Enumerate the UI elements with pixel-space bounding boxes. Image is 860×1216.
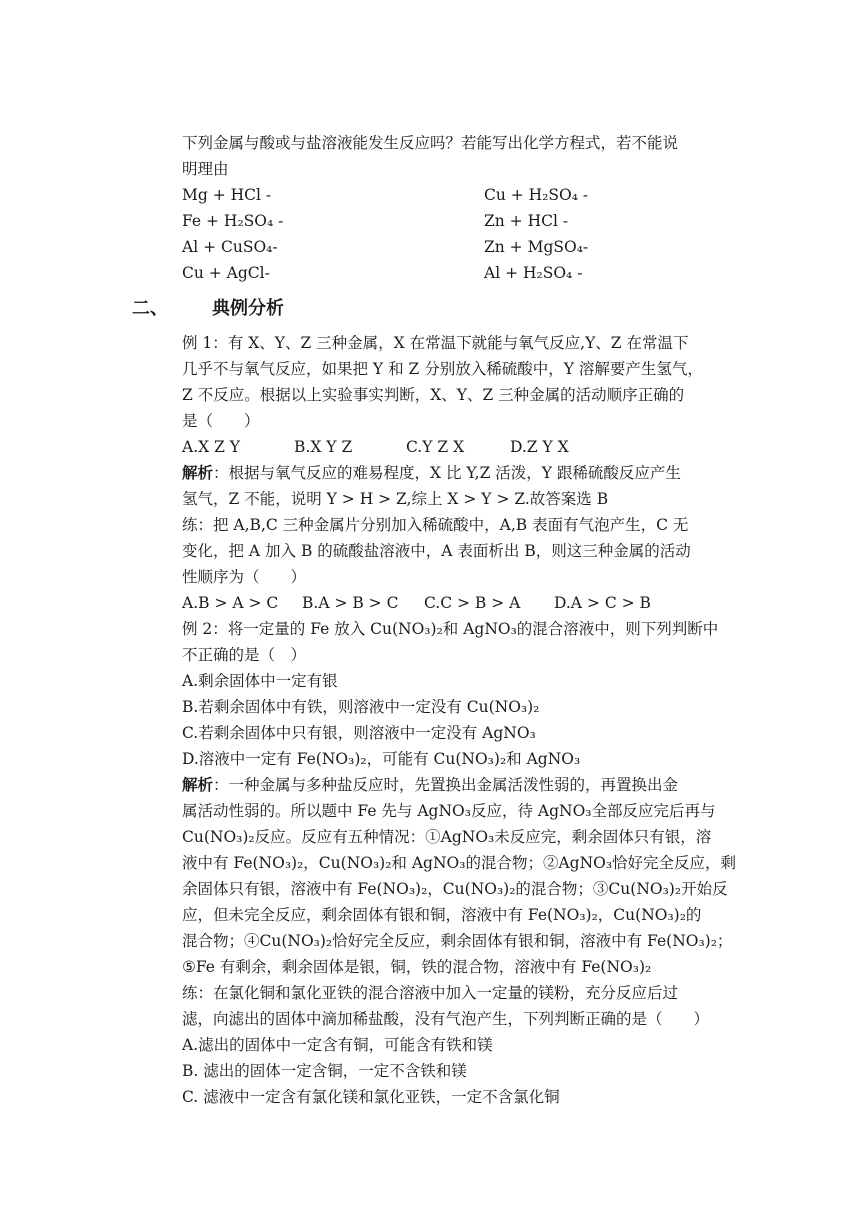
example2-text: 不正确的是（ ） [182,646,307,664]
example2-analysis-text: 液中有 Fe(NO₃)₂，Cu(NO₃)₂和 AgNO₃的混合物；②AgNO₃恰好完全反应，剩 [182,854,737,872]
example2-analysis [182,772,742,798]
example2-analysis-text: 属活动性弱的。所以题中 Fe 先与 AgNO₃反应，待 AgNO₃全部反应完后再与 [182,802,716,820]
analysis-text: ：一种金属与多种盐反应时，先置换出金属活泼性弱的，再置换出金 [213,776,679,794]
example2-analysis-text: ⑤Fe 有剩余，剩余固体是银，铜，铁的混合物，溶液中有 Fe(NO₃)₂ [182,958,652,976]
option-a: A.滤出的固体中一定含有铜，可能含有铁和镁 [182,1036,493,1054]
practice1-text: 变化，把 A 加入 B 的硫酸盐溶液中，A 表面析出 B，则这三种金属的活动 [182,542,691,560]
practice1-text: 性顺序为（ ） [182,568,307,586]
intro-line: 明理由 [182,160,229,178]
practice2-text: 练：在氯化铜和氯化亚铁的混合溶液中加入一定量的镁粉，充分反应后过 [182,984,679,1002]
example1-text: 几乎不与氧气反应，如果把 Y 和 Z 分别放入稀硫酸中，Y 溶解要产生氢气， [182,360,703,378]
practice2-text: 滤，向滤出的固体中滴加稀盐酸，没有气泡产生，下列判断正确的是（ ） [182,1010,710,1028]
section-number: 二、 [132,298,168,319]
analysis-label: 解析 [182,463,214,482]
example1-text: Z 不反应。根据以上实验事实判断，X、Y、Z 三种金属的活动顺序正确的 [182,386,685,404]
analysis-text: ：根据与氧气反应的难易程度，X 比 Y,Z 活泼，Y 跟稀硫酸反应产生 [213,464,681,482]
option-d: D.Z Y X [510,438,569,456]
example2-text: 例 2：将一定量的 Fe 放入 Cu(NO₃)₂和 AgNO₃的混合溶液中，则下列判断中 [182,620,719,638]
option-b: B.X Y Z [294,438,353,456]
option-d: D.溶液中一定有 Fe(NO₃)₂，可能有 Cu(NO₃)₂和 AgNO₃ [182,750,581,768]
reaction-left: Mg + HCl - [182,186,272,204]
option-a: A.剩余固体中一定有银 [182,672,338,690]
example2-analysis-text: 应，但未完全反应，剩余固体有银和铜，溶液中有 Fe(NO₃)₂，Cu(NO₃)₂的 [182,906,702,924]
example1-text: 例 1：有 X、Y、Z 三种金属，X 在常温下就能与氧气反应,Y、Z 在常温下 [182,334,689,352]
option-b: B. 滤出的固体一定含铜，一定不含铁和镁 [182,1062,467,1080]
reaction-right: Al + H₂SO₄ - [484,264,583,282]
reaction-right: Zn + HCl - [484,212,569,230]
example1-analysis-text: 氢气，Z 不能，说明 Y > H > Z,综上 X > Y > Z.故答案选 B [182,490,609,508]
option-c: C.C > B > A [424,594,521,612]
reaction-left: Fe + H₂SO₄ - [182,212,284,230]
example1-options [182,434,742,460]
analysis-label: 解析 [182,775,214,794]
section-heading [132,294,284,320]
reaction-left: Al + CuSO₄- [182,238,278,256]
option-b: B.A > B > C [302,594,399,612]
option-d: D.A > C > B [554,594,651,612]
example1-analysis [182,460,742,486]
practice1-text: 练：把 A,B,C 三种金属片分别加入稀硫酸中，A,B 表面有气泡产生，C 无 [182,516,689,534]
option-a: A.B > A > C [182,594,279,612]
intro-line: 下列金属与酸或与盐溶液能发生反应吗？若能写出化学方程式，若不能说 [182,134,679,152]
option-c: C.若剩余固体中只有银，则溶液中一定没有 AgNO₃ [182,724,536,742]
reaction-right: Zn + MgSO₄- [484,238,589,256]
practice1-options [182,590,742,616]
option-c: C.Y Z X [406,438,465,456]
example1-text: 是（ ） [182,412,260,430]
example2-analysis-text: Cu(NO₃)₂反应。反应有五种情况：①AgNO₃未反应完，剩余固体只有银，溶 [182,828,712,846]
example2-analysis-text: 混合物；④Cu(NO₃)₂恰好完全反应，剩余固体有银和铜，溶液中有 Fe(NO₃)₂； [182,932,733,950]
reaction-right: Cu + H₂SO₄ - [484,186,589,204]
reaction-left: Cu + AgCl- [182,264,270,282]
section-title: 典例分析 [212,298,284,319]
option-b: B.若剩余固体中有铁，则溶液中一定没有 Cu(NO₃)₂ [182,698,540,716]
option-c: C. 滤液中一定含有氯化镁和氯化亚铁，一定不含氯化铜 [182,1088,560,1106]
example2-analysis-text: 余固体只有银，溶液中有 Fe(NO₃)₂，Cu(NO₃)₂的混合物；③Cu(NO₃)₂开始反 [182,880,728,898]
option-a: A.X Z Y [182,438,241,456]
